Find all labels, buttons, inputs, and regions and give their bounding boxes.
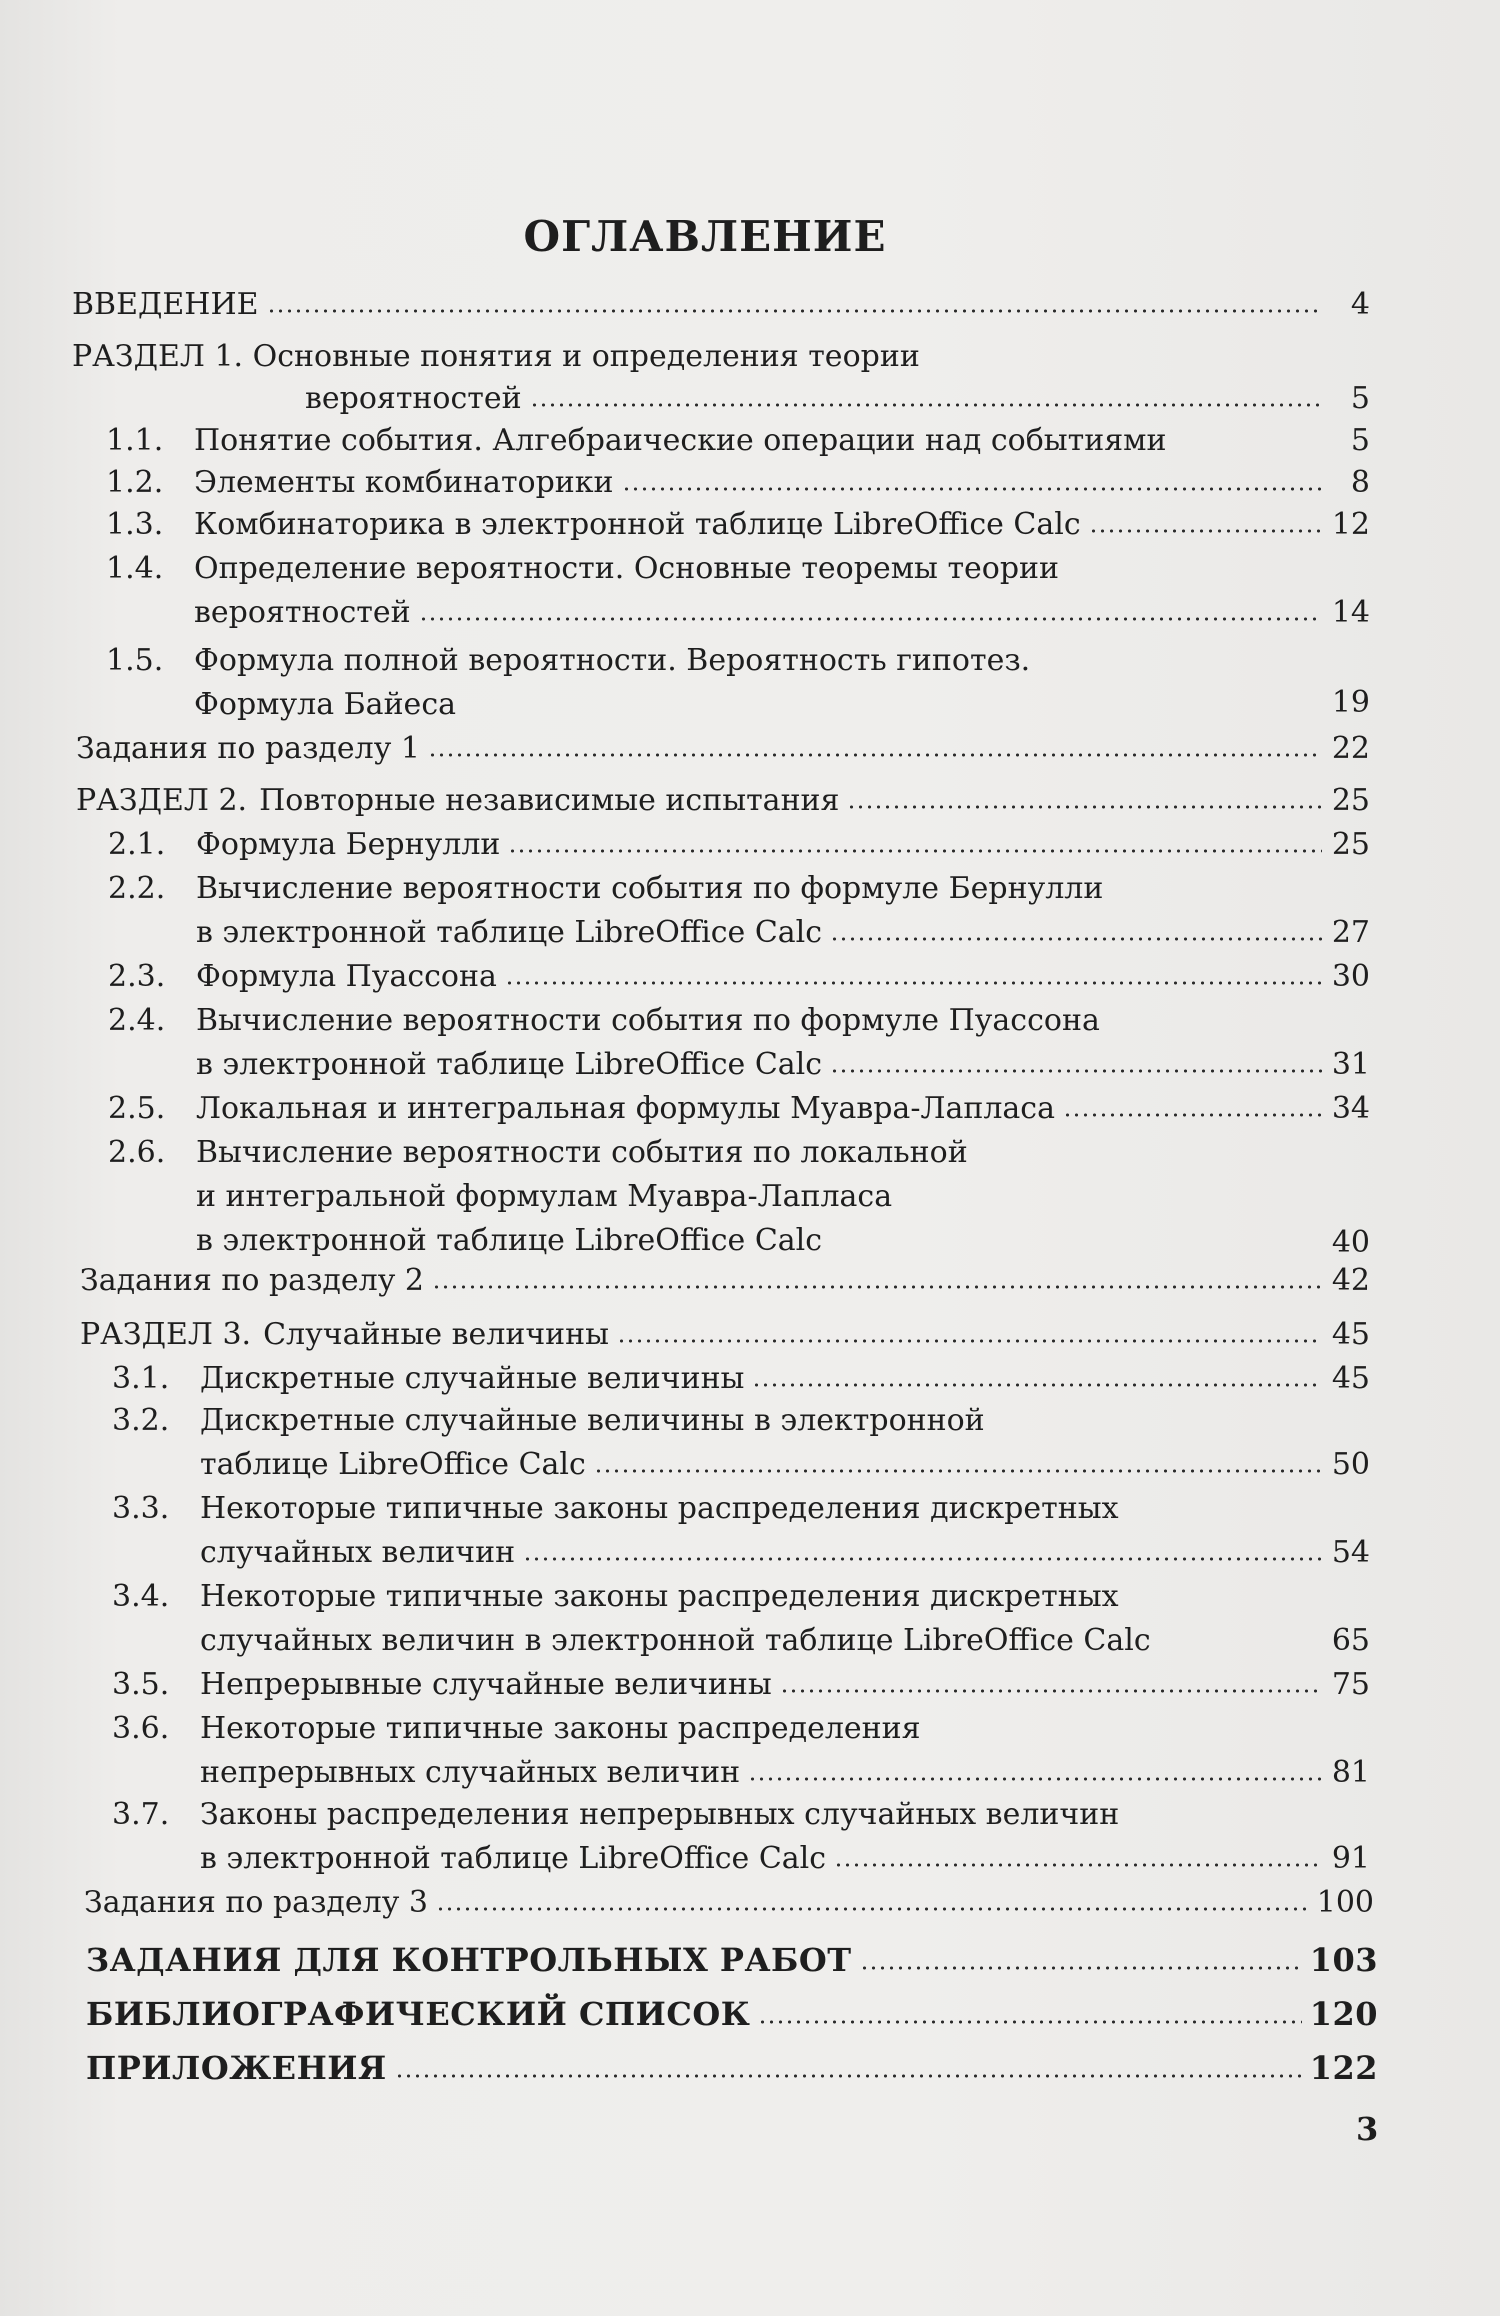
leader-dots	[419, 616, 1322, 622]
toc-entry-2-3	[108, 959, 1370, 994]
toc-entry-line: Определение вероятности. Основные теоремы теории	[194, 551, 1060, 586]
leader-dots	[748, 1776, 1322, 1782]
toc-entry-line: Некоторые типичные законы распределения дискретных	[200, 1491, 1119, 1526]
toc-entry-number: 1.1.	[106, 423, 164, 458]
toc-entry-label: в электронной таблице LibreOffice Calc	[200, 1841, 827, 1876]
toc-entry-3-1	[112, 1361, 1370, 1396]
toc-entry-number: 2.1.	[108, 827, 166, 862]
leader-dots	[594, 1468, 1322, 1474]
leader-dots	[530, 402, 1322, 408]
toc-entry-number: 3.6.	[112, 1711, 170, 1746]
toc-entry-label: ЗАДАНИЯ ДЛЯ КОНТРОЛЬНЫХ РАБОТ	[86, 1941, 852, 1979]
toc-entry-label: Формула Байеса	[194, 687, 457, 722]
toc-entry-line: Основные понятия и определения теории	[252, 339, 920, 374]
toc-entry-line: Вычисление вероятности события по формуле Бернулли	[196, 871, 1104, 906]
toc-entry-label: в электронной таблице LibreOffice Calc	[196, 915, 823, 950]
toc-entry-label: случайных величин	[200, 1535, 516, 1570]
leader-dots	[617, 1338, 1322, 1344]
toc-entry-number: 3.2.	[112, 1403, 170, 1438]
toc-page-number: 45	[1331, 1317, 1370, 1352]
toc-entry-number: 1.3.	[106, 507, 164, 542]
toc-page-number: 75	[1331, 1667, 1370, 1702]
leader-dots	[622, 486, 1322, 492]
leader-dots	[428, 752, 1322, 758]
toc-entry-label: Случайные величины	[263, 1317, 610, 1352]
toc-entry-3-2	[200, 1447, 1370, 1482]
toc-entry-label: в электронной таблице LibreOffice Calc	[196, 1223, 823, 1258]
toc-page-number: 122	[1309, 2049, 1378, 2087]
toc-entry-number: 2.3.	[108, 959, 166, 994]
toc-page-number: 42	[1331, 1263, 1370, 1298]
leader-dots	[780, 1688, 1322, 1694]
leader-dots	[508, 848, 1322, 854]
toc-entry-label: Повторные независимые испытания	[259, 783, 840, 818]
toc-page-number: 25	[1331, 827, 1370, 862]
toc-entry-3-7-head	[112, 1797, 1120, 1832]
toc-entry-2-4-head	[108, 1003, 1100, 1038]
toc-page-number: 65	[1331, 1623, 1370, 1658]
toc-entry-label: Дискретные случайные величины	[200, 1361, 745, 1396]
toc-page-number: 22	[1331, 731, 1370, 766]
leader-dots	[436, 1906, 1309, 1912]
toc-entry-label: Формула Пуассона	[196, 959, 497, 994]
toc-page-number: 27	[1331, 915, 1370, 950]
toc-entry-2-1	[108, 827, 1370, 862]
toc-entry-2-2	[196, 915, 1370, 950]
leader-dots	[1175, 444, 1323, 450]
toc-entry-section-2	[76, 783, 1370, 818]
toc-entry-tasks-3	[84, 1885, 1374, 1920]
toc-entry-number: 3.1.	[112, 1361, 170, 1396]
toc-entry-3-4	[200, 1623, 1370, 1658]
toc-entry-number: 2.4.	[108, 1003, 166, 1038]
toc-entry-number: РАЗДЕЛ 1.	[72, 339, 244, 374]
leader-dots	[395, 2073, 1302, 2079]
leader-dots	[830, 1068, 1322, 1074]
toc-entry-number: 2.5.	[108, 1091, 166, 1126]
toc-entry-number: 2.2.	[108, 871, 166, 906]
toc-entry-2-6-line2	[196, 1179, 893, 1214]
toc-page-number: 25	[1331, 783, 1370, 818]
leader-dots	[847, 804, 1322, 810]
toc-entry-label: Локальная и интегральная формулы Муавра-Лапласа	[196, 1091, 1055, 1126]
toc-entry-control-works	[86, 1941, 1378, 1979]
toc-entry-1-2	[106, 465, 1370, 500]
toc-entry-label: Непрерывные случайные величины	[200, 1667, 772, 1702]
toc-entry-section-3	[80, 1317, 1370, 1352]
toc-entry-number: 3.3.	[112, 1491, 170, 1526]
leader-dots	[758, 2019, 1301, 2025]
toc-entry-line: Вычисление вероятности события по формуле Пуассона	[196, 1003, 1100, 1038]
toc-page-number: 40	[1331, 1225, 1370, 1260]
toc-entry-line: Некоторые типичные законы распределения дискретных	[200, 1579, 1119, 1614]
toc-entry-label: вероятностей	[305, 381, 522, 416]
toc-page-number: 91	[1331, 1841, 1370, 1876]
toc-page-number: 14	[1331, 595, 1370, 630]
toc-page-number: 12	[1331, 507, 1370, 542]
toc-entry-line: Вычисление вероятности события по локальной	[196, 1135, 968, 1170]
leader-dots	[432, 1284, 1322, 1290]
toc-entry-1-1	[106, 423, 1370, 458]
toc-entry-1-3	[106, 507, 1370, 542]
toc-entry-2-6	[196, 1223, 1370, 1260]
toc-page-number: 19	[1331, 685, 1370, 720]
toc-page-number: 8	[1350, 465, 1370, 500]
leader-dots	[1063, 1112, 1322, 1118]
toc-entry-line: Дискретные случайные величины в электронной	[200, 1403, 985, 1438]
toc-entry-3-3	[200, 1535, 1370, 1570]
toc-entry-label: Задания по разделу 3	[84, 1885, 428, 1920]
toc-entry-label: в электронной таблице LibreOffice Calc	[196, 1047, 823, 1082]
leader-dots	[860, 1965, 1302, 1971]
toc-entry-3-4-head	[112, 1579, 1119, 1614]
toc-entry-2-6-head	[108, 1135, 968, 1170]
toc-entry-number: 3.7.	[112, 1797, 170, 1832]
toc-entry-3-7	[200, 1841, 1370, 1876]
toc-entry-section-1	[305, 381, 1370, 416]
toc-entry-tasks-1	[76, 731, 1370, 766]
toc-entry-label: непрерывных случайных величин	[200, 1755, 741, 1790]
leader-dots	[523, 1556, 1322, 1562]
leader-dots	[267, 308, 1322, 314]
leader-dots	[1089, 528, 1322, 534]
toc-entry-3-6	[200, 1755, 1370, 1790]
toc-entry-number: 3.4.	[112, 1579, 170, 1614]
toc-entry-number: 1.4.	[106, 551, 164, 586]
toc-entry-number: 2.6.	[108, 1135, 166, 1170]
leader-dots	[464, 708, 1322, 714]
toc-page-number: 81	[1331, 1755, 1370, 1790]
toc-entry-label: Задания по разделу 2	[80, 1263, 424, 1298]
toc-page-number: 45	[1331, 1361, 1370, 1396]
toc-entry-label: Элементы комбинаторики	[194, 465, 614, 500]
leader-dots	[830, 936, 1322, 942]
toc-entry-2-5	[108, 1091, 1370, 1126]
page-title: ОГЛАВЛЕНИЕ	[523, 212, 887, 261]
toc-entry-label: Формула Бернулли	[196, 827, 501, 862]
toc-entry-line: Законы распределения непрерывных случайных величин	[200, 1797, 1120, 1832]
toc-entry-3-3-head	[112, 1491, 1119, 1526]
toc-entry-label: ВВЕДЕНИЕ	[72, 287, 259, 322]
toc-page-number: 120	[1309, 1995, 1378, 2033]
toc-entry-1-5	[194, 685, 1370, 722]
toc-entry-2-2-head	[108, 871, 1104, 906]
toc-page-number: 5	[1350, 423, 1370, 458]
toc-entry-label: случайных величин в электронной таблице LibreOffice Calc	[200, 1623, 1151, 1658]
toc-page-number: 100	[1316, 1885, 1374, 1920]
toc-entry-3-2-head	[112, 1403, 985, 1438]
toc-entry-label: Комбинаторика в электронной таблице LibreOffice Calc	[194, 507, 1081, 542]
page-number: 3	[1356, 2110, 1379, 2148]
leader-dots	[830, 1244, 1322, 1250]
toc-page-number: 50	[1331, 1447, 1370, 1482]
toc-entry-label: таблице LibreOffice Calc	[200, 1447, 586, 1482]
leader-dots	[505, 980, 1322, 986]
toc-entry-1-4	[194, 595, 1370, 630]
toc-entry-3-5	[112, 1667, 1370, 1702]
toc-page-number: 34	[1331, 1091, 1370, 1126]
toc-entry-label: Понятие события. Алгебраические операции над событиями	[194, 423, 1167, 458]
toc-entry-1-4-head	[106, 551, 1060, 586]
leader-dots	[752, 1382, 1322, 1388]
leader-dots	[1159, 1644, 1322, 1650]
toc-entry-label: БИБЛИОГРАФИЧЕСКИЙ СПИСОК	[86, 1995, 751, 2033]
toc-entry-number: 1.5.	[106, 643, 164, 678]
toc-entry-line: Некоторые типичные законы распределения	[200, 1711, 921, 1746]
toc-entry-appendices	[86, 2049, 1378, 2087]
toc-entry-1-5-head	[106, 643, 1031, 678]
toc-page-number: 31	[1331, 1047, 1370, 1082]
toc-entry-label: вероятностей	[194, 595, 411, 630]
toc-entry-number: 1.2.	[106, 465, 164, 500]
toc-entry-section-1-head	[72, 339, 920, 374]
toc-entry-2-4	[196, 1047, 1370, 1082]
toc-entry-tasks-2	[80, 1263, 1370, 1298]
toc-entry-line: Формула полной вероятности. Вероятность гипотез.	[194, 643, 1031, 678]
toc-entry-label: ПРИЛОЖЕНИЯ	[86, 2049, 387, 2087]
leader-dots	[834, 1862, 1322, 1868]
toc-entry-label: Задания по разделу 1	[76, 731, 420, 766]
toc-page-number: 4	[1350, 287, 1370, 322]
toc-entry-number: 3.5.	[112, 1667, 170, 1702]
toc-page-number: 103	[1309, 1941, 1378, 1979]
toc-entry-number: РАЗДЕЛ 2.	[76, 783, 248, 818]
toc-page-number: 54	[1331, 1535, 1370, 1570]
toc-entry-introduction	[72, 287, 1370, 322]
toc-entry-3-6-head	[112, 1711, 921, 1746]
toc-entry-line: и интегральной формулам Муавра-Лапласа	[196, 1179, 893, 1214]
toc-entry-number: РАЗДЕЛ 3.	[80, 1317, 252, 1352]
toc-page-number: 30	[1331, 959, 1370, 994]
toc-entry-bibliography	[86, 1995, 1378, 2033]
toc-page-number: 5	[1350, 381, 1370, 416]
